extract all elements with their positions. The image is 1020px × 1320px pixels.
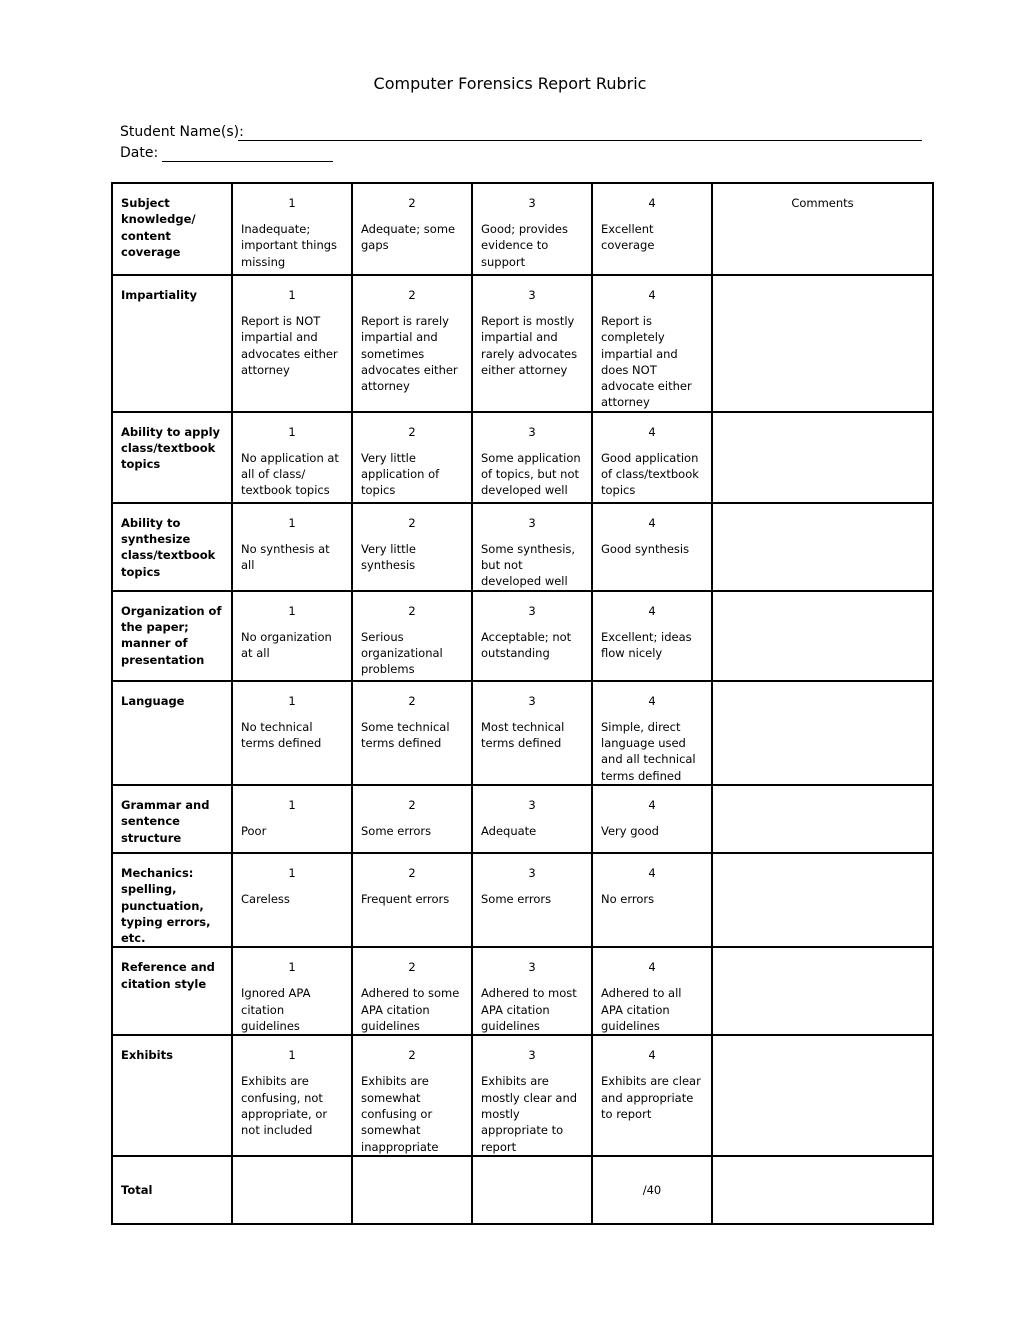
comments-cell[interactable] <box>712 1156 933 1224</box>
level-score: 1 <box>288 960 296 975</box>
level-score: 3 <box>528 603 536 618</box>
table-row <box>112 785 933 853</box>
comments-cell[interactable] <box>712 503 933 591</box>
level-cell <box>592 785 712 853</box>
level-cell <box>232 503 352 591</box>
criterion-cell: Organization of the paper; manner of presentation <box>112 591 232 681</box>
level-cell <box>472 947 592 1035</box>
level-cell <box>352 503 472 591</box>
level-cell <box>472 681 592 785</box>
level-score: 3 <box>528 1048 536 1063</box>
level-cell <box>232 591 352 681</box>
criterion-cell: Language <box>112 681 232 785</box>
level-score: 1 <box>288 693 296 708</box>
level-score: 3 <box>528 865 536 880</box>
level-cell <box>232 853 352 947</box>
level-cell <box>352 275 472 412</box>
level-description: Very little synthesis <box>361 541 416 573</box>
level-cell <box>232 275 352 412</box>
level-score: 4 <box>648 288 656 302</box>
criterion-cell: Mechanics: spelling, punctuation, typing errors, etc. <box>112 853 232 947</box>
comments-cell[interactable] <box>712 681 933 785</box>
level-score: 4 <box>648 196 656 210</box>
level-cell <box>592 275 712 412</box>
table-row <box>112 183 933 275</box>
table-row <box>112 853 933 947</box>
level-cell <box>472 1035 592 1155</box>
criterion-cell: Exhibits <box>112 1035 232 1155</box>
date-label: Date: <box>120 145 159 161</box>
level-description: Report is rarely impartial and sometimes advocates either attorney <box>361 314 458 394</box>
level-score: 2 <box>408 865 416 880</box>
level-cell <box>592 591 712 681</box>
level-cell <box>472 591 592 681</box>
criterion-cell: Ability to apply class/textbook topics <box>112 412 232 503</box>
level-description: Simple, direct language used and all technical terms defined <box>601 719 696 783</box>
level-cell <box>352 853 472 947</box>
level-cell <box>472 785 592 853</box>
level-score: 4 <box>648 603 656 618</box>
level-description: Very good <box>601 823 659 838</box>
table-row <box>112 275 933 412</box>
level-cell <box>352 947 472 1035</box>
level-description: Exhibits are clear and appropriate to report <box>601 1074 701 1122</box>
level-description: Ignored APA citation guidelines <box>241 986 311 1034</box>
level-score: 4 <box>648 424 656 439</box>
level-description: Adequate <box>481 823 537 838</box>
comments-cell[interactable] <box>712 183 933 275</box>
level-score: 1 <box>288 865 296 880</box>
level-score: 4 <box>648 1048 656 1063</box>
level-cell <box>232 412 352 503</box>
level-description: Inadequate; important things missing <box>241 222 338 269</box>
comments-cell[interactable] <box>712 1035 933 1155</box>
level-description: Frequent errors <box>361 891 450 906</box>
level-description: Some errors <box>481 891 552 906</box>
level-score: 2 <box>408 1048 416 1063</box>
level-score: 2 <box>408 424 416 439</box>
level-description: Report is mostly impartial and rarely advocates either attorney <box>481 314 578 377</box>
level-description: Acceptable; not outstanding <box>481 629 572 661</box>
criterion-cell: Reference and citation style <box>112 947 232 1035</box>
level-cell <box>592 681 712 785</box>
level-description: Serious organizational problems <box>361 629 443 677</box>
level-description: No organization at all <box>241 629 332 661</box>
level-description: Some technical terms defined <box>361 719 450 751</box>
level-description: Report is completely impartial and does NOT advocate either attorney <box>601 314 692 410</box>
comments-cell[interactable] <box>712 591 933 681</box>
level-score: 4 <box>648 960 656 975</box>
level-description: Adequate; some gaps <box>361 222 456 253</box>
level-description: Careless <box>241 891 290 906</box>
level-score: 2 <box>408 693 416 708</box>
level-description: Exhibits are somewhat confusing or somewhat inappropriate <box>361 1074 439 1154</box>
level-description: Some errors <box>361 823 432 838</box>
level-score: 1 <box>288 1048 296 1063</box>
level-score: 2 <box>408 196 416 210</box>
level-cell <box>592 183 712 275</box>
level-description: Good synthesis <box>601 541 690 556</box>
level-score: 4 <box>648 797 656 812</box>
level-cell <box>352 183 472 275</box>
total-blank-cell[interactable] <box>352 1156 472 1224</box>
level-score: 1 <box>288 196 296 210</box>
level-cell <box>592 1035 712 1155</box>
level-cell <box>232 947 352 1035</box>
level-cell <box>232 183 352 275</box>
total-blank-cell[interactable] <box>232 1156 352 1224</box>
page-title: Computer Forensics Report Rubric <box>373 74 647 93</box>
level-cell <box>352 412 472 503</box>
level-score: 3 <box>528 960 536 975</box>
level-score: 2 <box>408 960 416 975</box>
level-score: 3 <box>528 693 536 708</box>
level-cell <box>232 681 352 785</box>
student-name-label: Student Name(s): <box>120 124 244 140</box>
total-blank-cell[interactable] <box>472 1156 592 1224</box>
level-description: Excellent; ideas flow nicely <box>601 629 692 661</box>
criterion-cell: Subject knowledge/ content coverage <box>112 183 232 275</box>
level-score: 2 <box>408 515 416 530</box>
level-score: 3 <box>528 196 536 210</box>
criterion-cell: Grammar and sentence structure <box>112 785 232 853</box>
comments-cell[interactable] <box>712 412 933 503</box>
level-cell <box>472 853 592 947</box>
criterion-cell: Ability to synthesize class/textbook topics <box>112 503 232 591</box>
rubric-body <box>112 183 933 1224</box>
level-description: Exhibits are mostly clear and mostly appropriate to report <box>481 1074 578 1154</box>
table-row <box>112 591 933 681</box>
level-description: Adhered to all APA citation guidelines <box>601 986 682 1034</box>
level-cell <box>592 947 712 1035</box>
level-description: Good; provides evidence to support <box>481 222 568 269</box>
level-description: Adhered to most APA citation guidelines <box>481 986 577 1034</box>
level-description: Most technical terms defined <box>481 719 565 751</box>
total-row <box>112 1156 933 1224</box>
level-description: Adhered to some APA citation guidelines <box>361 986 460 1034</box>
level-score: 3 <box>528 797 536 812</box>
level-cell <box>592 412 712 503</box>
level-description: Exhibits are confusing, not appropriate, or not included <box>241 1074 328 1138</box>
level-cell <box>592 853 712 947</box>
level-cell <box>232 785 352 853</box>
level-description: No synthesis at all <box>241 541 330 573</box>
level-score: 1 <box>288 515 296 530</box>
level-score: 4 <box>648 693 656 708</box>
table-row <box>112 681 933 785</box>
table-row <box>112 412 933 503</box>
level-score: 4 <box>648 515 656 530</box>
comments-cell[interactable] <box>712 785 933 853</box>
table-row <box>112 1035 933 1155</box>
total-score-cell[interactable] <box>592 1156 712 1224</box>
level-score: 3 <box>528 424 536 439</box>
level-description: No application at all of class/ textbook topics <box>241 450 339 498</box>
level-cell <box>352 681 472 785</box>
level-score: 3 <box>528 515 536 530</box>
comments-cell[interactable] <box>712 947 933 1035</box>
level-cell <box>472 183 592 275</box>
table-row <box>112 947 933 1035</box>
comments-header: Comments <box>791 196 854 210</box>
level-cell <box>592 503 712 591</box>
student-name-line[interactable] <box>238 140 922 141</box>
level-description: No errors <box>601 891 655 906</box>
date-line[interactable] <box>162 161 333 162</box>
level-cell <box>352 1035 472 1155</box>
level-description: Very little application of topics <box>361 450 440 498</box>
comments-cell[interactable] <box>712 853 933 947</box>
level-cell <box>472 503 592 591</box>
criterion-cell: Impartiality <box>112 275 232 412</box>
level-cell <box>472 275 592 412</box>
rubric-table <box>111 182 934 1225</box>
level-description: Report is NOT impartial and advocates either attorney <box>241 314 338 377</box>
level-score: 2 <box>408 288 416 302</box>
level-description: Some synthesis, but not developed well <box>481 541 576 589</box>
level-cell <box>352 785 472 853</box>
level-description: Excellent coverage <box>601 222 655 253</box>
level-score: 4 <box>648 865 656 880</box>
total-label: Total <box>112 1156 232 1224</box>
level-cell <box>232 1035 352 1155</box>
level-score: 2 <box>408 603 416 618</box>
level-score: 1 <box>288 424 296 439</box>
level-description: Some application of topics, but not developed well <box>481 450 581 498</box>
level-cell <box>472 412 592 503</box>
total-score: /40 <box>642 1182 662 1197</box>
comments-cell[interactable] <box>712 275 933 412</box>
level-score: 3 <box>528 288 536 302</box>
table-row <box>112 503 933 591</box>
level-cell <box>352 591 472 681</box>
level-description: Poor <box>241 823 267 838</box>
level-description: No technical terms defined <box>241 719 322 751</box>
level-description: Good application of class/textbook topics <box>601 450 699 498</box>
level-score: 1 <box>288 603 296 618</box>
level-score: 2 <box>408 797 416 812</box>
level-score: 1 <box>288 797 296 812</box>
level-score: 1 <box>288 288 296 302</box>
